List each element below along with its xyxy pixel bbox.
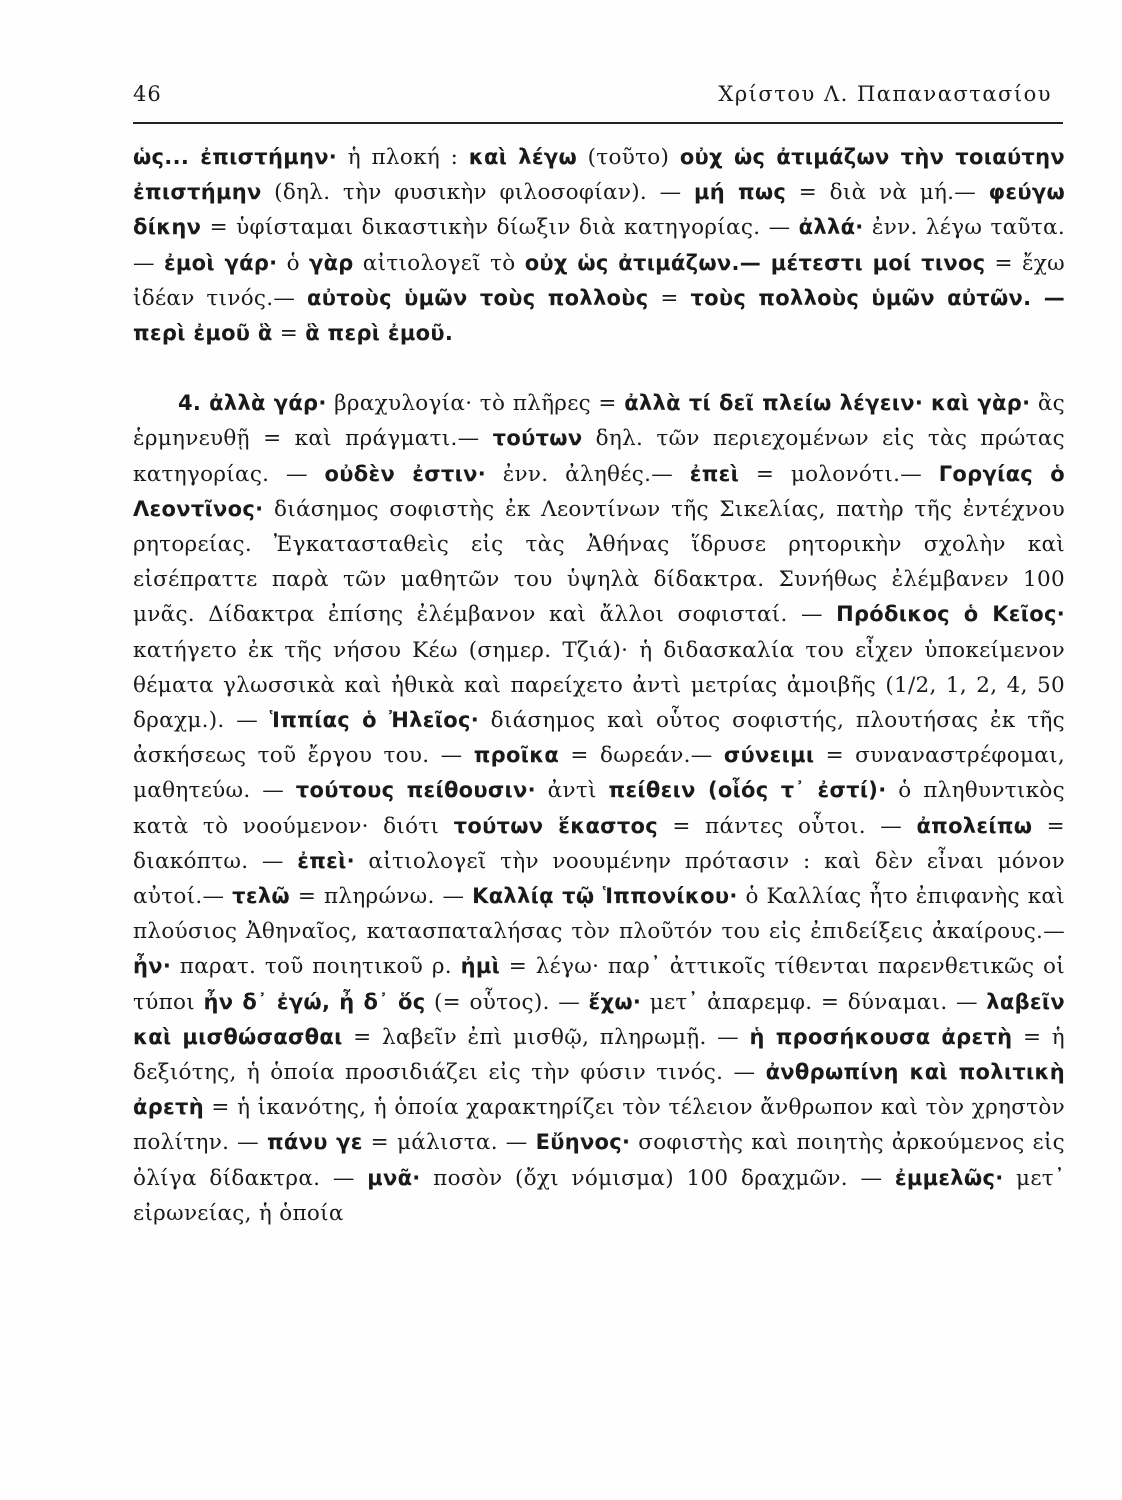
commentary-text	[133, 140, 1065, 1231]
gloss-text: μετ᾿ ἀπαρεμφ. = δύναμαι. —	[641, 989, 987, 1015]
gloss-text: (δηλ. τὴν φυσικὴν φιλοσοφίαν). —	[261, 180, 694, 206]
bold-lemma: ἃ περὶ ἐμοῦ.	[305, 321, 454, 346]
gloss-text: ὁ Καλλίας ἦτο ἐπιφανὴς καὶ πλούσιος Ἀθηναῖος, κατασπαταλήσας τὸν πλοῦτόν του εἰς ἐπιδείξεις ἀκαίρους.—	[133, 884, 1065, 945]
gloss-text: = διὰ νὰ μή.—	[786, 180, 989, 206]
bold-lemma: Ἱππίας ὁ Ἠλεῖος·	[269, 708, 479, 733]
paragraph-2	[133, 386, 1065, 1231]
bold-lemma: τούτων	[492, 426, 583, 451]
gloss-text: = ὑφίσταμαι δικαστικὴν δίωξιν διὰ κατηγορίας. —	[201, 215, 799, 241]
bold-lemma: γὰρ	[308, 250, 354, 275]
bold-lemma: Γοργίας ὁ Λεοντῖνος·	[133, 461, 1065, 521]
bold-lemma: τούτων ἕκαστος	[453, 813, 659, 838]
gloss-text: = πάντες οὗτοι. —	[658, 813, 917, 839]
gloss-text: = συναναστρέφομαι, μαθητεύω. —	[133, 743, 1065, 804]
gloss-text: =	[272, 321, 306, 347]
gloss-text: ἂς ἑρμηνευθῇ = καὶ πράγματι.—	[133, 391, 1066, 452]
bold-lemma: ἀπολείπω	[916, 813, 1033, 838]
gloss-text: = ἔχω ἰδέαν τινός.—	[133, 250, 1065, 311]
gloss-text: = ἡ ἱκανότης, ἡ ὁποία χαρακτηρίζει τὸν τέλειον ἄνθρωπον καὶ τὸν χρηστὸν πολίτην. —	[133, 1095, 1065, 1156]
bold-lemma: οὐδὲν ἐστιν·	[324, 461, 486, 486]
header-rule	[133, 122, 1063, 124]
gloss-text: ὁ πληθυντικὸς κατὰ τὸ νοούμενον· διότι	[133, 778, 1065, 839]
bold-lemma: ἐπεὶ·	[297, 848, 355, 873]
bold-lemma: Καλλίᾳ τῷ Ἱππονίκου·	[472, 884, 738, 909]
bold-lemma: ἡ προσήκουσα ἀρετὴ	[749, 1024, 1013, 1049]
gloss-text: = λαβεῖν ἐπὶ μισθῷ, πληρωμῇ. —	[342, 1024, 750, 1050]
bold-lemma: σύνειμι	[723, 743, 815, 768]
gloss-text: = διακόπτω. —	[133, 813, 1066, 874]
gloss-text: αἰτιολογεῖ τὴν νοουμένην πρότασιν : καὶ δὲν εἶναι μόνον αὐτοί.—	[133, 848, 1065, 910]
gloss-text: = μολονότι.—	[739, 461, 939, 487]
bold-lemma: λαβεῖν καὶ μισθώσασθαι	[133, 989, 1065, 1049]
bold-lemma: 4. ἀλλὰ γάρ·	[178, 391, 327, 416]
gloss-text: διάσημος σοφιστὴς ἐκ Λεοντίνων τῆς Σικελίας, πατὴρ τῆς ἐντέχνου ρητορείας. Ἐγκατασταθεὶς εἰς τὰς Ἀθήνας ἵδρυσε ρητορικὴν σχολὴν καὶ εἰσέπραττε παρὰ τῶν μαθητῶν του ὑψηλὰ δίδακτρα. Συνήθως ἐλέμβανεν 100 μνᾶς. Δίδακτρα ἐπίσης ἐλέμβανον καὶ ἄλλοι σοφισταί. —	[133, 496, 1065, 628]
bold-lemma: μή πως	[693, 180, 787, 205]
bold-lemma: τούτους πείθουσιν·	[295, 778, 536, 803]
bold-lemma: ἔχω·	[588, 989, 642, 1014]
bold-lemma: ἐπεὶ	[689, 461, 740, 486]
gloss-text: παρατ. τοῦ ποιητικοῦ ρ.	[171, 954, 461, 980]
bold-lemma: τελῶ	[232, 884, 290, 909]
gloss-text: ἡ πλοκή :	[337, 145, 469, 170]
gloss-text: ὁ	[277, 250, 309, 276]
running-head: Χρίστου Λ. Παπαναστασίου	[718, 82, 1052, 106]
bold-lemma: τοὺς πολλοὺς ὑμῶν αὐτῶν. — περὶ ἐμοῦ ἃ	[133, 285, 1065, 346]
gloss-text: =	[648, 285, 691, 311]
gloss-text: δηλ. τῶν περιεχομένων εἰς τὰς πρώτας κατηγορίας. —	[133, 426, 1065, 487]
bold-lemma: οὐχ ὡς ἀτιμάζων.— μέτεστι μοί τινος	[524, 250, 986, 275]
page-number: 46	[133, 82, 162, 106]
gloss-text: = πληρώνω. —	[289, 884, 473, 910]
bold-lemma: καὶ λέγω	[468, 145, 577, 169]
gloss-text: ἐνν. ἀληθές.—	[485, 461, 690, 487]
gloss-text: διάσημος καὶ οὗτος σοφιστής, πλουτήσας ἐκ τῆς ἀσκήσεως τοῦ ἔργου του. —	[133, 708, 1065, 769]
bold-lemma: ἀνθρωπίνη καὶ πολιτικὴ ἀρετὴ	[133, 1060, 1065, 1120]
paragraph-1	[133, 140, 1065, 351]
gloss-text: (= οὗτος). —	[425, 989, 589, 1015]
gloss-text: = ἡ δεξιότης, ἡ ὁποία προσιδιάζει εἰς τὴν φύσιν τινός. —	[133, 1024, 1065, 1086]
gloss-text: = δωρεάν.—	[559, 743, 724, 769]
bold-lemma: προῖκα	[473, 743, 560, 768]
bold-lemma: αὐτοὺς ὑμῶν τοὺς πολλοὺς	[307, 285, 649, 310]
gloss-text: ἀντὶ	[535, 778, 609, 804]
bold-lemma: οὐχ ὡς ἀτιμάζων τὴν τοιαύτην ἐπιστήμην	[133, 145, 1065, 205]
bold-lemma: ἠμὶ	[460, 954, 501, 979]
gloss-text: = μάλιστα. —	[362, 1130, 536, 1156]
gloss-text: αἰτιολογεῖ τὸ	[353, 250, 525, 276]
bold-lemma: ἐμοὶ γάρ·	[163, 250, 278, 275]
bold-lemma: ἀλλὰ τί δεῖ πλείω λέγειν· καὶ γὰρ·	[624, 391, 1031, 416]
bold-lemma: πείθειν (οἷός τ᾿ ἐστί)·	[608, 778, 887, 803]
bold-lemma: Εὔηνος·	[535, 1130, 631, 1155]
gloss-text: σοφιστὴς καὶ ποιητὴς ἀρκούμενος εἰς ὀλίγα δίδακτρα. —	[133, 1130, 1066, 1191]
bold-lemma: ἦν·	[133, 954, 172, 979]
bold-lemma: μνᾶ·	[367, 1165, 421, 1190]
bold-lemma: φεύγω δίκην	[133, 180, 1065, 240]
gloss-text: (τοῦτο)	[577, 145, 680, 170]
gloss-text: ἐνν. λέγω ταῦτα. —	[133, 215, 1065, 276]
bold-lemma: πάνυ γε	[266, 1130, 363, 1155]
bold-lemma: ἀλλά·	[798, 215, 864, 240]
gloss-text: κατήγετο ἐκ τῆς νήσου Κέω (σημερ. Τζιά)· ἡ διδασκαλία του εἶχεν ὑποκείμενον θέματα γλωσσικὰ καὶ ἠθικὰ καὶ παρείχετο ἀντὶ μετρίας ἀμοιβῆς (1/2, 1, 2, 4, 50 δραχμ.). —	[133, 637, 1065, 734]
bold-lemma: Πρόδικος ὁ Κεῖος·	[836, 602, 1066, 627]
gloss-text: μετ᾿ εἰρωνείας, ἡ ὁποία	[133, 1165, 1066, 1226]
gloss-text: βραχυλογία· τὸ πλῆρες =	[326, 391, 625, 417]
gloss-text: ποσὸν (ὄχι νόμισμα) 100 δραχμῶν. —	[420, 1165, 895, 1191]
gloss-text: = λέγω· παρ᾿ ἀττικοῖς τίθενται παρενθετικῶς οἱ τύποι	[133, 954, 1065, 1015]
bold-lemma: ἦν δ᾿ ἐγώ, ἦ δ᾿ ὅς	[203, 989, 426, 1014]
bold-lemma: ὡς... ἐπιστήμην·	[133, 145, 338, 169]
bold-lemma: ἐμμελῶς·	[894, 1165, 1004, 1190]
